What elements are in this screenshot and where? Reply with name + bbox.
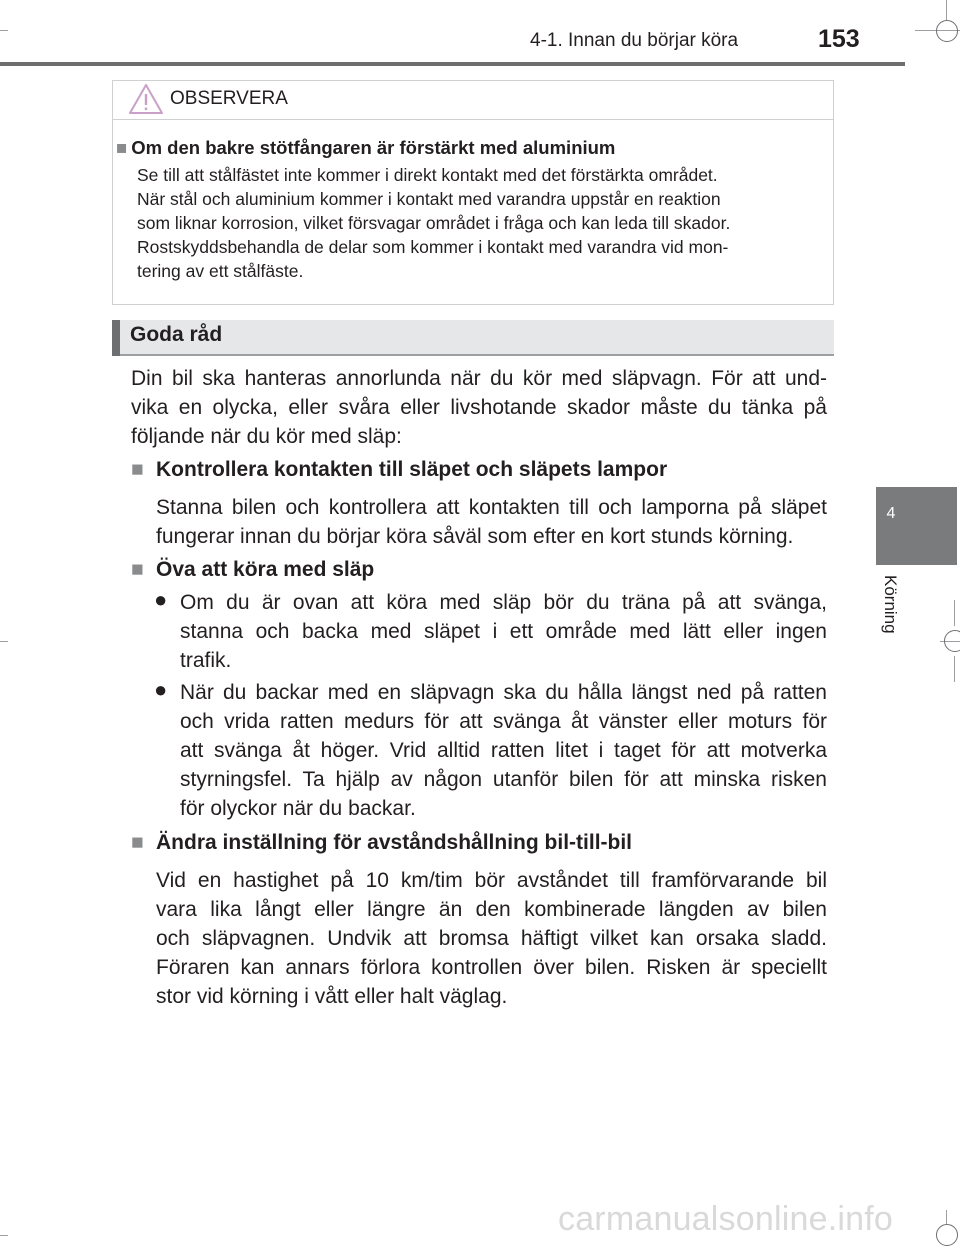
bullet-line: Om du är ovan att köra med släp bör du träna på att svänga,	[180, 591, 827, 614]
intro-line: följande när du kör med släp:	[131, 425, 402, 448]
caution-heading-text: Om den bakre stötfångaren är förstärkt med aluminium	[131, 137, 616, 158]
warning-triangle-icon	[128, 83, 164, 115]
bullet-line: för olyckor när du backar.	[180, 797, 416, 820]
bullet-line: När du backar med en släpvagn ska du hålla längst ned på ratten	[180, 681, 827, 704]
crop-mark	[0, 641, 8, 642]
watermark: carmanualsonline.info	[558, 1200, 893, 1238]
caution-line: tering av ett stålfäste.	[137, 261, 304, 281]
registration-mark	[936, 20, 958, 42]
caution-title: OBSERVERA	[170, 88, 288, 109]
bullet-line: och vrida ratten medurs för att svänga åt vänster eller moturs för	[180, 710, 827, 733]
crop-mark	[0, 1235, 8, 1236]
bullet-line: stanna och backa med släpet i ett område med lätt eller ingen	[180, 620, 827, 643]
intro-line: Din bil ska hanteras annorlunda när du kör med släpvagn. För att und-	[131, 367, 827, 390]
caution-line: Rostskyddsbehandla de delar som kommer i kontakt med varandra vid mon-	[137, 237, 729, 257]
registration-mark	[944, 630, 960, 652]
caution-line: Se till att stålfästet inte kommer i direkt kontakt med det förstärkta området.	[137, 165, 718, 185]
page-number: 153	[818, 25, 860, 53]
section-line: stor vid körning i vått eller halt väglag.	[156, 985, 508, 1008]
section-line: Föraren kan annars förlora kontrollen över bilen. Risken är speciellt	[156, 956, 827, 979]
running-header-section: 4-1. Innan du börjar köra	[530, 30, 739, 51]
section-line: Vid en hastighet på 10 km/tim bör avståndet till framförvarande bil	[156, 869, 827, 892]
bullet-line: styrningsfel. Ta hjälp av någon utanför bilen för att minska risken	[180, 768, 827, 791]
caution-heading	[116, 137, 615, 159]
chapter-tab-number: 4	[886, 505, 896, 522]
chapter-tab-label: Körning	[881, 575, 900, 634]
chapter-tab	[876, 487, 957, 565]
section-heading: Kontrollera kontakten till släpet och släpets lampor	[156, 458, 668, 481]
section-line: Stanna bilen och kontrollera att kontakten till och lamporna på släpet	[156, 496, 827, 519]
bullet-marker: ●	[154, 587, 168, 612]
bullet-marker: ●	[154, 677, 168, 702]
crop-mark	[946, 1210, 947, 1224]
section-heading: Ändra inställning för avståndshållning bil-till-bil	[156, 831, 633, 854]
section-heading: Öva att köra med släp	[156, 558, 375, 581]
tips-band-accent	[112, 320, 120, 356]
intro-line: vika en olycka, eller svåra eller livshotande skador måste du tänka på	[131, 396, 827, 419]
section-marker: ■	[131, 831, 144, 854]
caution-line: När stål och aluminium kommer i kontakt med varandra uppstår en reaktion	[137, 189, 721, 209]
crop-mark	[0, 30, 8, 31]
caution-line: som liknar korrosion, vilket försvagar området i fråga och kan leda till skador.	[137, 213, 731, 233]
section-line: fungerar innan du börjar köra såväl som efter en kort stunds körning.	[156, 525, 794, 548]
bullet-line: att svänga åt höger. Vrid alltid ratten litet i taget för att motverka	[180, 739, 827, 762]
crop-mark	[954, 656, 955, 682]
section-line: och släpvagnen. Undvik att bromsa häftigt vilket kan orsaka sladd.	[156, 927, 827, 950]
section-marker: ■	[131, 458, 144, 481]
section-marker: ■	[131, 558, 144, 581]
header-rule	[0, 62, 905, 66]
crop-mark	[946, 0, 947, 20]
bullet-line: trafik.	[180, 649, 232, 672]
registration-mark	[936, 1224, 958, 1246]
tips-title: Goda råd	[130, 323, 223, 346]
heading-marker: ■	[116, 137, 128, 158]
section-line: vara lika långt eller längre än den kombinerade längden av bilen	[156, 898, 827, 921]
crop-mark	[954, 600, 955, 626]
